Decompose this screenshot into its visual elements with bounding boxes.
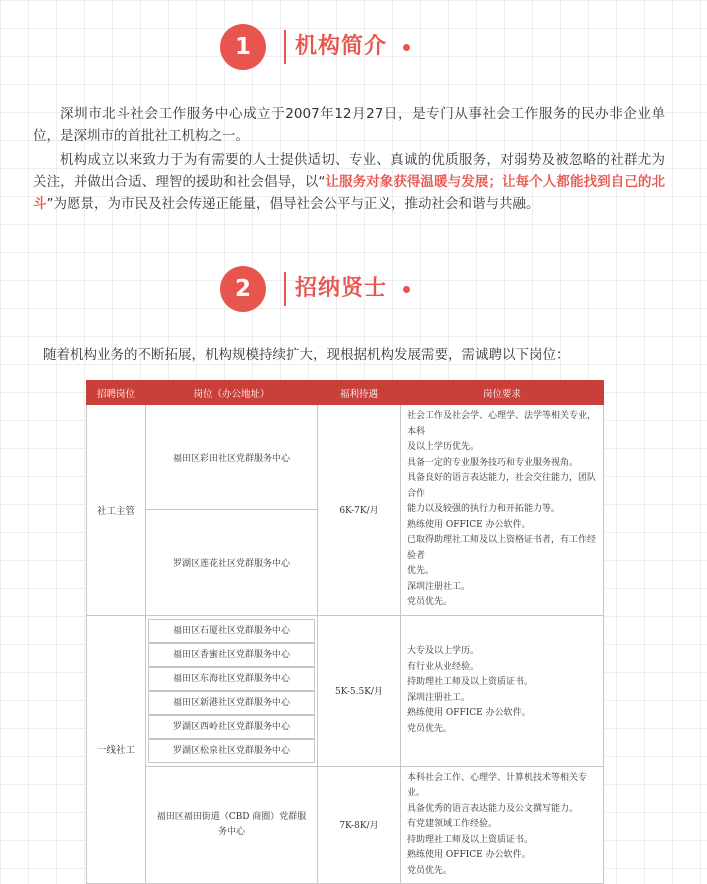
salary-cell: 6K-7K/月 (318, 405, 401, 616)
header-divider (284, 30, 286, 64)
section-number-badge: 2 (220, 266, 266, 312)
section-title: 招纳贤士 (295, 276, 388, 301)
requirement-line: 优先。 (407, 566, 435, 576)
position-cell: 一线社工 (87, 615, 146, 884)
paragraph-text: ”为愿景，为市民及社会传递正能量，倡导社会公平与正义，推动社会和谐与共融。 (46, 196, 540, 212)
intro-paragraph-1 (33, 103, 665, 147)
location-item: 罗湖区西岭社区党群服务中心 (148, 715, 315, 739)
location-item: 罗湖区松泉社区党群服务中心 (148, 739, 315, 763)
requirement-line: 深圳注册社工。 (407, 692, 471, 703)
title-dot-icon (403, 286, 410, 293)
table-row (87, 615, 604, 766)
requirement-line: 党员优先。 (407, 597, 453, 607)
requirement-line: 大专及以上学历。 (407, 646, 480, 656)
header-location: 岗位（办公地址） (146, 381, 318, 405)
section-1-header (0, 24, 707, 74)
requirement-line: 具备优秀的语言表达能力及公文撰写能力。 (407, 803, 579, 814)
requirement-line: 及以上学历优先。 (407, 442, 480, 452)
requirement-line: 具备良好的语言表达能力，社会交往能力，团队合作 (407, 473, 597, 499)
location-cell: 福田区彩田社区党群服务中心 (146, 405, 318, 510)
requirement-line: 有行业从业经验。 (407, 661, 480, 672)
vision-highlight: 让服务对象获得温暖与发展；让每个人都能找到自己的北斗 (33, 174, 666, 212)
section-title: 机构简介 (295, 34, 388, 59)
requirements-cell (401, 405, 604, 616)
intro-paragraph-2 (33, 149, 665, 215)
location-list-cell (146, 615, 318, 766)
requirement-line: 深圳注册社工。 (407, 581, 471, 592)
requirement-line: 熟练使用 OFFICE 办公软件。 (407, 850, 531, 860)
jobs-table (86, 380, 604, 884)
header-position: 招聘岗位 (87, 381, 146, 405)
requirements-cell (401, 766, 604, 884)
paragraph-text: 深圳市北斗社会工作服务中心成立于2007年12月27日，是专门从事社会工作服务的民办非企业单位，是深圳市的首批社工机构之一。 (33, 106, 665, 144)
table-row (87, 766, 604, 884)
salary-cell: 5K-5.5K/月 (318, 615, 401, 766)
requirement-line: 党员优先。 (407, 865, 453, 876)
requirements-cell (401, 615, 604, 766)
location-item: 福田区石厦社区党群服务中心 (148, 619, 315, 643)
requirement-line: 本科社会工作、心理学、计算机技术等相关专业。 (407, 772, 588, 798)
requirement-line: 党员优先。 (407, 723, 453, 734)
requirement-line: 已取得助理社工师及以上资格证书者，有工作经验者 (407, 535, 597, 561)
section-2-header (0, 266, 707, 316)
location-item: 福田区香蜜社区党群服务中心 (148, 643, 315, 667)
location-cell: 罗湖区莲花社区党群服务中心 (146, 510, 318, 615)
requirement-line: 社会工作及社会学、心理学、法学等相关专业，本科 (407, 411, 597, 437)
requirement-line: 持助理社工师及以上资质证书。 (407, 834, 534, 845)
requirement-line: 能力以及较强的执行力和开拓能力等。 (407, 504, 561, 514)
requirement-line: 有党建领域工作经验。 (407, 819, 498, 829)
requirement-line: 持助理社工师及以上资质证书。 (407, 677, 534, 687)
requirement-line: 熟练使用 OFFICE 办公软件。 (407, 519, 531, 530)
section-number-badge: 1 (220, 24, 266, 70)
salary-cell: 7K-8K/月 (318, 766, 401, 884)
position-cell: 社工主管 (87, 405, 146, 616)
header-divider (284, 272, 286, 306)
location-item: 福田区东海社区党群服务中心 (148, 667, 315, 691)
table-header-row (87, 381, 604, 405)
requirement-line: 具备一定的专业服务技巧和专业服务视角。 (407, 457, 579, 468)
recruit-intro: 随着机构业务的不断拓展，机构规模持续扩大，现根据机构发展需要，需诚聘以下岗位： (43, 347, 570, 363)
table-row (87, 405, 604, 510)
location-cell: 福田区福田街道（CBD 商圈）党群服务中心 (146, 766, 318, 884)
title-dot-icon (403, 44, 410, 51)
header-requirements: 岗位要求 (401, 381, 604, 405)
location-item: 福田区新港社区党群服务中心 (148, 691, 315, 715)
header-salary: 福利待遇 (318, 381, 401, 405)
paragraph-text: 机构成立以来致力于为有需要的人士提供适切、专业、真诚的优质服务，对弱势及被忽略的社群尤为关注，并做出合适、理智的援助和社会倡导，以“ (33, 152, 665, 190)
requirement-line: 熟练使用 OFFICE 办公软件。 (407, 708, 531, 718)
